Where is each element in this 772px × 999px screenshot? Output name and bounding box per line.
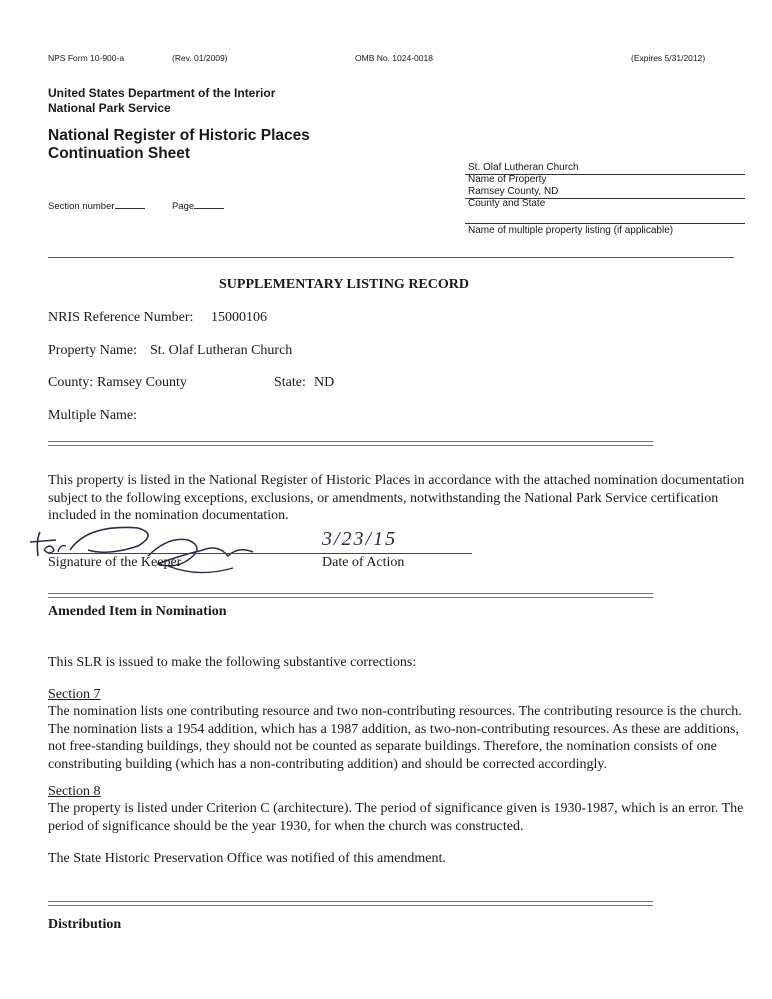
county-label: County: [48,375,94,390]
amended-heading: Amended Item in Nomination [48,604,227,619]
agency-block [48,86,275,116]
agency-department: United States Department of the Interior [48,86,276,100]
county-value: Ramsey County [97,375,187,390]
property-name-label: Property Name: [48,343,138,358]
sheet-title [48,127,310,163]
slr-title: SUPPLEMENTARY LISTING RECORD [219,277,469,292]
section7-heading: Section 7 [48,687,101,702]
multiple-listing-caption: Name of multiple property listing (if applicable) [468,225,674,236]
agency-service: National Park Service [48,101,171,115]
sheet-title-line2: Continuation Sheet [48,145,191,162]
page-field [172,199,224,212]
section-number-blank [115,199,145,209]
amended-intro: This SLR is issued to make the following substantive corrections: [48,655,417,670]
multiple-listing-rule [465,223,745,224]
double-rule-3 [48,901,653,906]
omb-number: OMB No. 1024-0018 [355,53,433,63]
county-state-caption: County and State [468,198,546,209]
page-label: Page [172,201,195,212]
form-number: NPS Form 10-900-a [48,53,125,63]
form-revision: (Rev. 01/2009) [172,53,228,63]
state-label: State: [274,375,306,390]
signature-stroke-1 [70,527,148,552]
section8-heading: Section 8 [48,784,101,799]
distribution-heading: Distribution [48,917,122,932]
shpo-notice: The State Historic Preservation Office was notified of this amendment. [48,851,446,866]
property-name-caption: Name of Property [468,174,547,185]
page-blank [194,199,224,209]
date-of-action-caption: Date of Action [322,555,405,570]
multiple-name-label: Multiple Name: [48,408,138,423]
section-number-label: Section number [48,201,115,212]
double-rule-1 [48,441,653,446]
section8-text: The property is listed under Criterion C (architecture). The period of significance given is 1930-1987, which is an error. The period of significance should be the year 1930, for when the church was constructed. [48,801,744,834]
property-name-field: St. Olaf Lutheran Church [150,343,293,358]
state-value: ND [314,375,335,390]
section-number-field [48,199,145,212]
form-expiration: (Expires 5/31/2012) [631,53,706,63]
nris-reference-label: NRIS Reference Number: [48,310,194,325]
nris-reference-value: 15000106 [211,310,267,325]
header-separator [48,257,734,258]
section7-text: The nomination lists one contributing resource and two non-contributing resources. The contributing resource is the church. The nomination lists a 1954 addition, which has a 1987 addition, as two-non-contributing resources. As these are additions, not free-standing buildings, they should not be counted as separate buildings. Therefore, the nomination consists of one constributing building (which has a non-contributing addition) and should be corrected accordingly. [48,704,742,772]
signature-for-or [44,546,66,553]
property-name-value: St. Olaf Lutheran Church [468,162,579,173]
county-state-value: Ramsey County, ND [468,186,559,197]
sheet-title-line1: National Register of Historic Places [48,127,310,144]
signature-caption: Signature of the Keeper [48,555,182,570]
listing-statement: This property is listed in the National Register of Historic Places in accordance with the attached nomination documentation subject to the following exceptions, exclusions, or amendments, notwithstanding the National Park Service certification included in the nomination documentation. [48,473,745,523]
handwritten-date: 3/23/15 [322,528,398,550]
double-rule-2 [48,593,653,598]
